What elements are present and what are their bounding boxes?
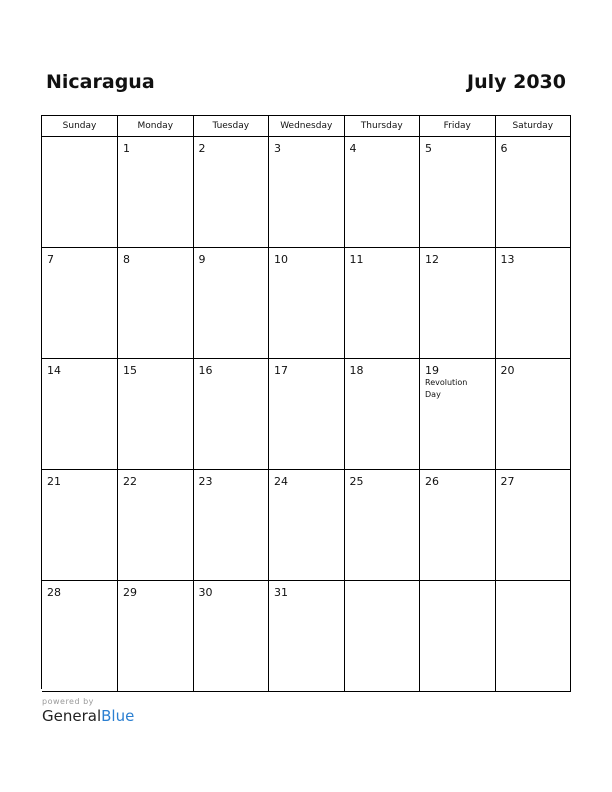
day-cell (420, 137, 496, 248)
weekday-wednesday: Wednesday (269, 116, 345, 137)
day-number: 15 (123, 364, 137, 377)
day-cell (42, 359, 118, 470)
empty-day-cell (420, 581, 496, 692)
day-number: 29 (123, 586, 137, 599)
week-row (42, 137, 571, 248)
day-cell (269, 248, 345, 359)
day-number: 1 (123, 142, 130, 155)
day-number: 11 (349, 253, 364, 266)
logo-blue: Blue (101, 707, 135, 725)
day-cell (495, 359, 571, 470)
day-cell (495, 137, 571, 248)
country-title: Nicaragua (46, 71, 155, 93)
day-number: 14 (47, 364, 61, 377)
day-cell (118, 137, 194, 248)
day-number: 20 (500, 364, 515, 377)
logo-general: General (42, 707, 102, 725)
weekday-header-row (42, 116, 571, 137)
day-cell (118, 581, 194, 692)
week-row (42, 248, 571, 359)
day-cell (495, 470, 571, 581)
day-cell (193, 248, 269, 359)
day-cell (42, 248, 118, 359)
day-number: 16 (198, 364, 213, 377)
day-number: 27 (500, 475, 515, 488)
day-cell (118, 359, 194, 470)
powered-by-text: powered by (42, 697, 94, 706)
day-number: 5 (425, 142, 432, 155)
weekday-monday: Monday (118, 116, 194, 137)
empty-day-cell (42, 137, 118, 248)
day-number: 19 (425, 364, 439, 377)
day-number: 28 (47, 586, 61, 599)
day-cell (344, 248, 420, 359)
day-number: 22 (123, 475, 137, 488)
day-number: 13 (500, 253, 515, 266)
day-number: 17 (274, 364, 288, 377)
weekday-tuesday: Tuesday (193, 116, 269, 137)
day-number: 31 (274, 586, 288, 599)
day-cell (495, 248, 571, 359)
day-cell (193, 359, 269, 470)
day-number: 30 (198, 586, 213, 599)
day-cell (420, 470, 496, 581)
day-cell (118, 470, 194, 581)
holiday-label: Revolution Day (425, 378, 468, 399)
weekday-thursday: Thursday (344, 116, 420, 137)
day-cell (42, 470, 118, 581)
day-number: 8 (123, 253, 130, 266)
day-number: 2 (198, 142, 206, 155)
day-number: 21 (47, 475, 61, 488)
day-cell (269, 581, 345, 692)
week-row (42, 359, 571, 470)
empty-day-cell (344, 581, 420, 692)
day-cell (344, 470, 420, 581)
weekday-friday: Friday (420, 116, 496, 137)
day-cell (42, 581, 118, 692)
day-cell (344, 359, 420, 470)
day-cell (269, 359, 345, 470)
day-number: 10 (274, 253, 288, 266)
day-cell (344, 137, 420, 248)
footer-branding (42, 697, 134, 725)
day-number: 7 (47, 253, 54, 266)
week-row (42, 470, 571, 581)
empty-day-cell (495, 581, 571, 692)
week-row (42, 581, 571, 692)
day-number: 24 (274, 475, 288, 488)
day-number: 26 (425, 475, 439, 488)
day-cell (193, 581, 269, 692)
day-cell (269, 470, 345, 581)
day-cell (420, 248, 496, 359)
weekday-saturday: Saturday (495, 116, 571, 137)
generalblue-logo (42, 707, 134, 725)
day-number: 18 (349, 364, 364, 377)
day-number: 23 (198, 475, 213, 488)
month-title: July 2030 (467, 71, 566, 93)
day-number: 12 (425, 253, 439, 266)
day-number: 3 (274, 142, 281, 155)
day-cell (193, 137, 269, 248)
day-cell (269, 137, 345, 248)
weekday-sunday: Sunday (42, 116, 118, 137)
day-cell (193, 470, 269, 581)
day-cell (420, 359, 496, 470)
day-number: 4 (349, 142, 357, 155)
day-number: 25 (349, 475, 364, 488)
day-number: 6 (500, 142, 508, 155)
day-cell (118, 248, 194, 359)
day-number: 9 (198, 253, 206, 266)
calendar-grid (41, 115, 571, 689)
